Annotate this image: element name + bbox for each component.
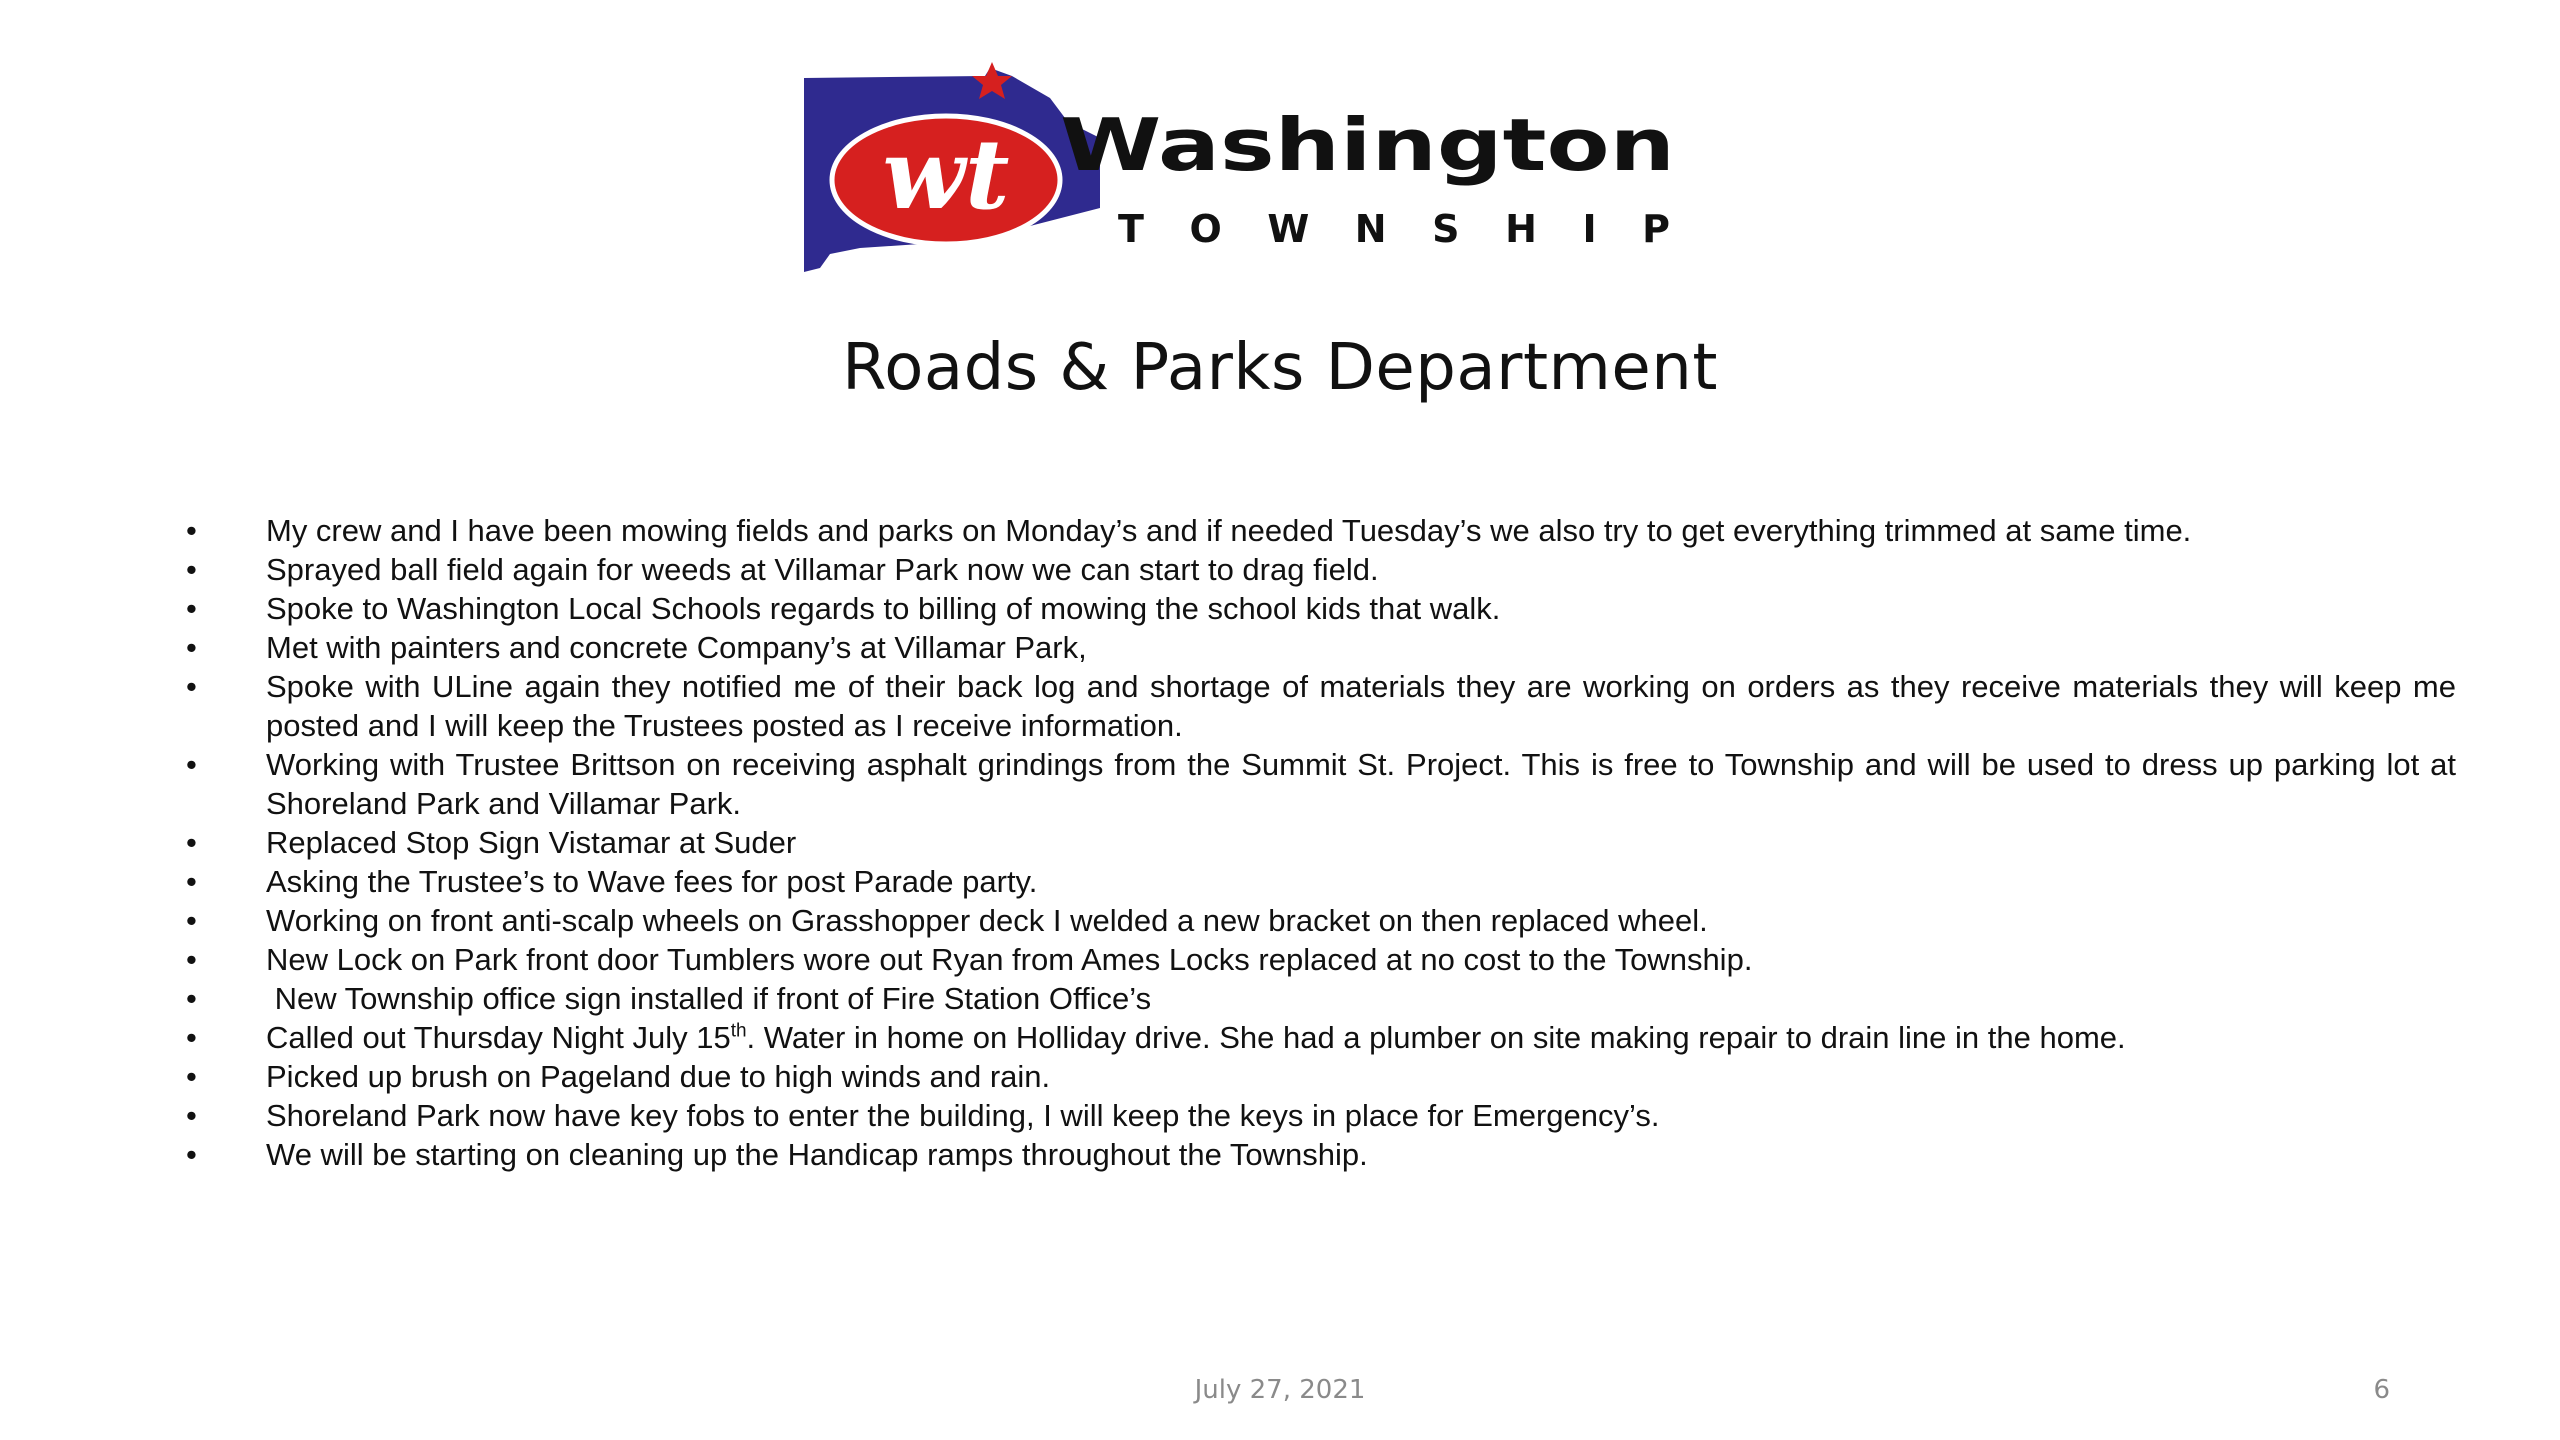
list-item bbox=[186, 1018, 2456, 1057]
list-item-text: Shoreland Park now have key fobs to enter the building, I will keep the keys in place for Emergency’s. bbox=[266, 1098, 1660, 1133]
logo-monogram: wt bbox=[882, 118, 1010, 231]
bullet-icon: • bbox=[186, 942, 197, 977]
list-item-text-part: . Water in home on Holliday drive. She had a plumber on site making repair to drain line in the home. bbox=[746, 1020, 2126, 1055]
list-item-text: Replaced Stop Sign Vistamar at Suder bbox=[266, 825, 797, 860]
list-item bbox=[186, 1135, 2456, 1174]
bullet-icon: • bbox=[186, 1098, 197, 1133]
list-item bbox=[186, 550, 2456, 589]
list-item-text: Working with Trustee Brittson on receiving asphalt grindings from the Summit St. Project. This is free to Township and will be used to dress up parking lot at Shoreland Park and Villamar Park. bbox=[266, 747, 2456, 821]
page-title: Roads & Parks Department bbox=[842, 331, 1718, 405]
list-item-text: New Lock on Park front door Tumblers wore out Ryan from Ames Locks replaced at no cost to the Township. bbox=[266, 942, 1753, 977]
list-item bbox=[186, 862, 2456, 901]
list-item-text: My crew and I have been mowing fields and parks on Monday’s and if needed Tuesday’s we also try to get everything trimmed at same time. bbox=[266, 513, 2192, 548]
list-item bbox=[186, 979, 2456, 1018]
bullet-icon: • bbox=[186, 747, 197, 782]
list-item bbox=[186, 1096, 2456, 1135]
list-item-text: Picked up brush on Pageland due to high winds and rain. bbox=[266, 1059, 1051, 1094]
bullet-icon: • bbox=[186, 825, 197, 860]
bullet-icon: • bbox=[186, 630, 197, 665]
list-item-text: Sprayed ball field again for weeds at Villamar Park now we can start to drag field. bbox=[266, 552, 1379, 587]
list-item-text-part: Called out Thursday Night July 15 bbox=[266, 1020, 731, 1055]
bullet-icon: • bbox=[186, 591, 197, 626]
bullet-icon: • bbox=[186, 513, 197, 548]
footer-date: July 27, 2021 bbox=[1194, 1375, 1366, 1405]
list-item bbox=[186, 823, 2456, 862]
bullet-icon: • bbox=[186, 1020, 197, 1055]
page-number: 6 bbox=[2373, 1375, 2390, 1405]
list-item-text: We will be starting on cleaning up the Handicap ramps throughout the Township. bbox=[266, 1137, 1368, 1172]
list-item-text: Working on front anti-scalp wheels on Grasshopper deck I welded a new bracket on then replaced wheel. bbox=[266, 903, 1708, 938]
list-item-text: Spoke to Washington Local Schools regards to billing of mowing the school kids that walk. bbox=[266, 591, 1501, 626]
bullet-icon: • bbox=[186, 669, 197, 704]
list-item bbox=[186, 940, 2456, 979]
bullet-icon: • bbox=[186, 903, 197, 938]
list-item-text bbox=[266, 1020, 2126, 1055]
list-item-text: Met with painters and concrete Company’s at Villamar Park, bbox=[266, 630, 1087, 665]
list-item-text: Asking the Trustee’s to Wave fees for post Parade party. bbox=[266, 864, 1038, 899]
bullet-icon: • bbox=[186, 552, 197, 587]
list-item bbox=[186, 628, 2456, 667]
logo-subtitle: TOWNSHIP bbox=[1118, 207, 1670, 251]
list-item bbox=[186, 667, 2456, 745]
list-item bbox=[186, 589, 2456, 628]
bullet-icon: • bbox=[186, 1137, 197, 1172]
list-item bbox=[186, 511, 2456, 550]
list-item bbox=[186, 901, 2456, 940]
bullet-icon: • bbox=[186, 1059, 197, 1094]
list-item-text: Spoke with ULine again they notified me of their back log and shortage of materials they are working on orders as they receive materials they will keep me posted and I will keep the Trustees posted as I receive information. bbox=[266, 669, 2456, 743]
washington-township-logo bbox=[800, 58, 1690, 280]
bullet-icon: • bbox=[186, 981, 197, 1016]
bullet-list bbox=[186, 511, 2456, 1174]
logo-name: Washington bbox=[1060, 103, 1675, 187]
bullet-icon: • bbox=[186, 864, 197, 899]
list-item bbox=[186, 1057, 2456, 1096]
ordinal-superscript: th bbox=[730, 1020, 747, 1042]
list-item-text: New Township office sign installed if front of Fire Station Office’s bbox=[266, 981, 1152, 1016]
list-item bbox=[186, 745, 2456, 823]
